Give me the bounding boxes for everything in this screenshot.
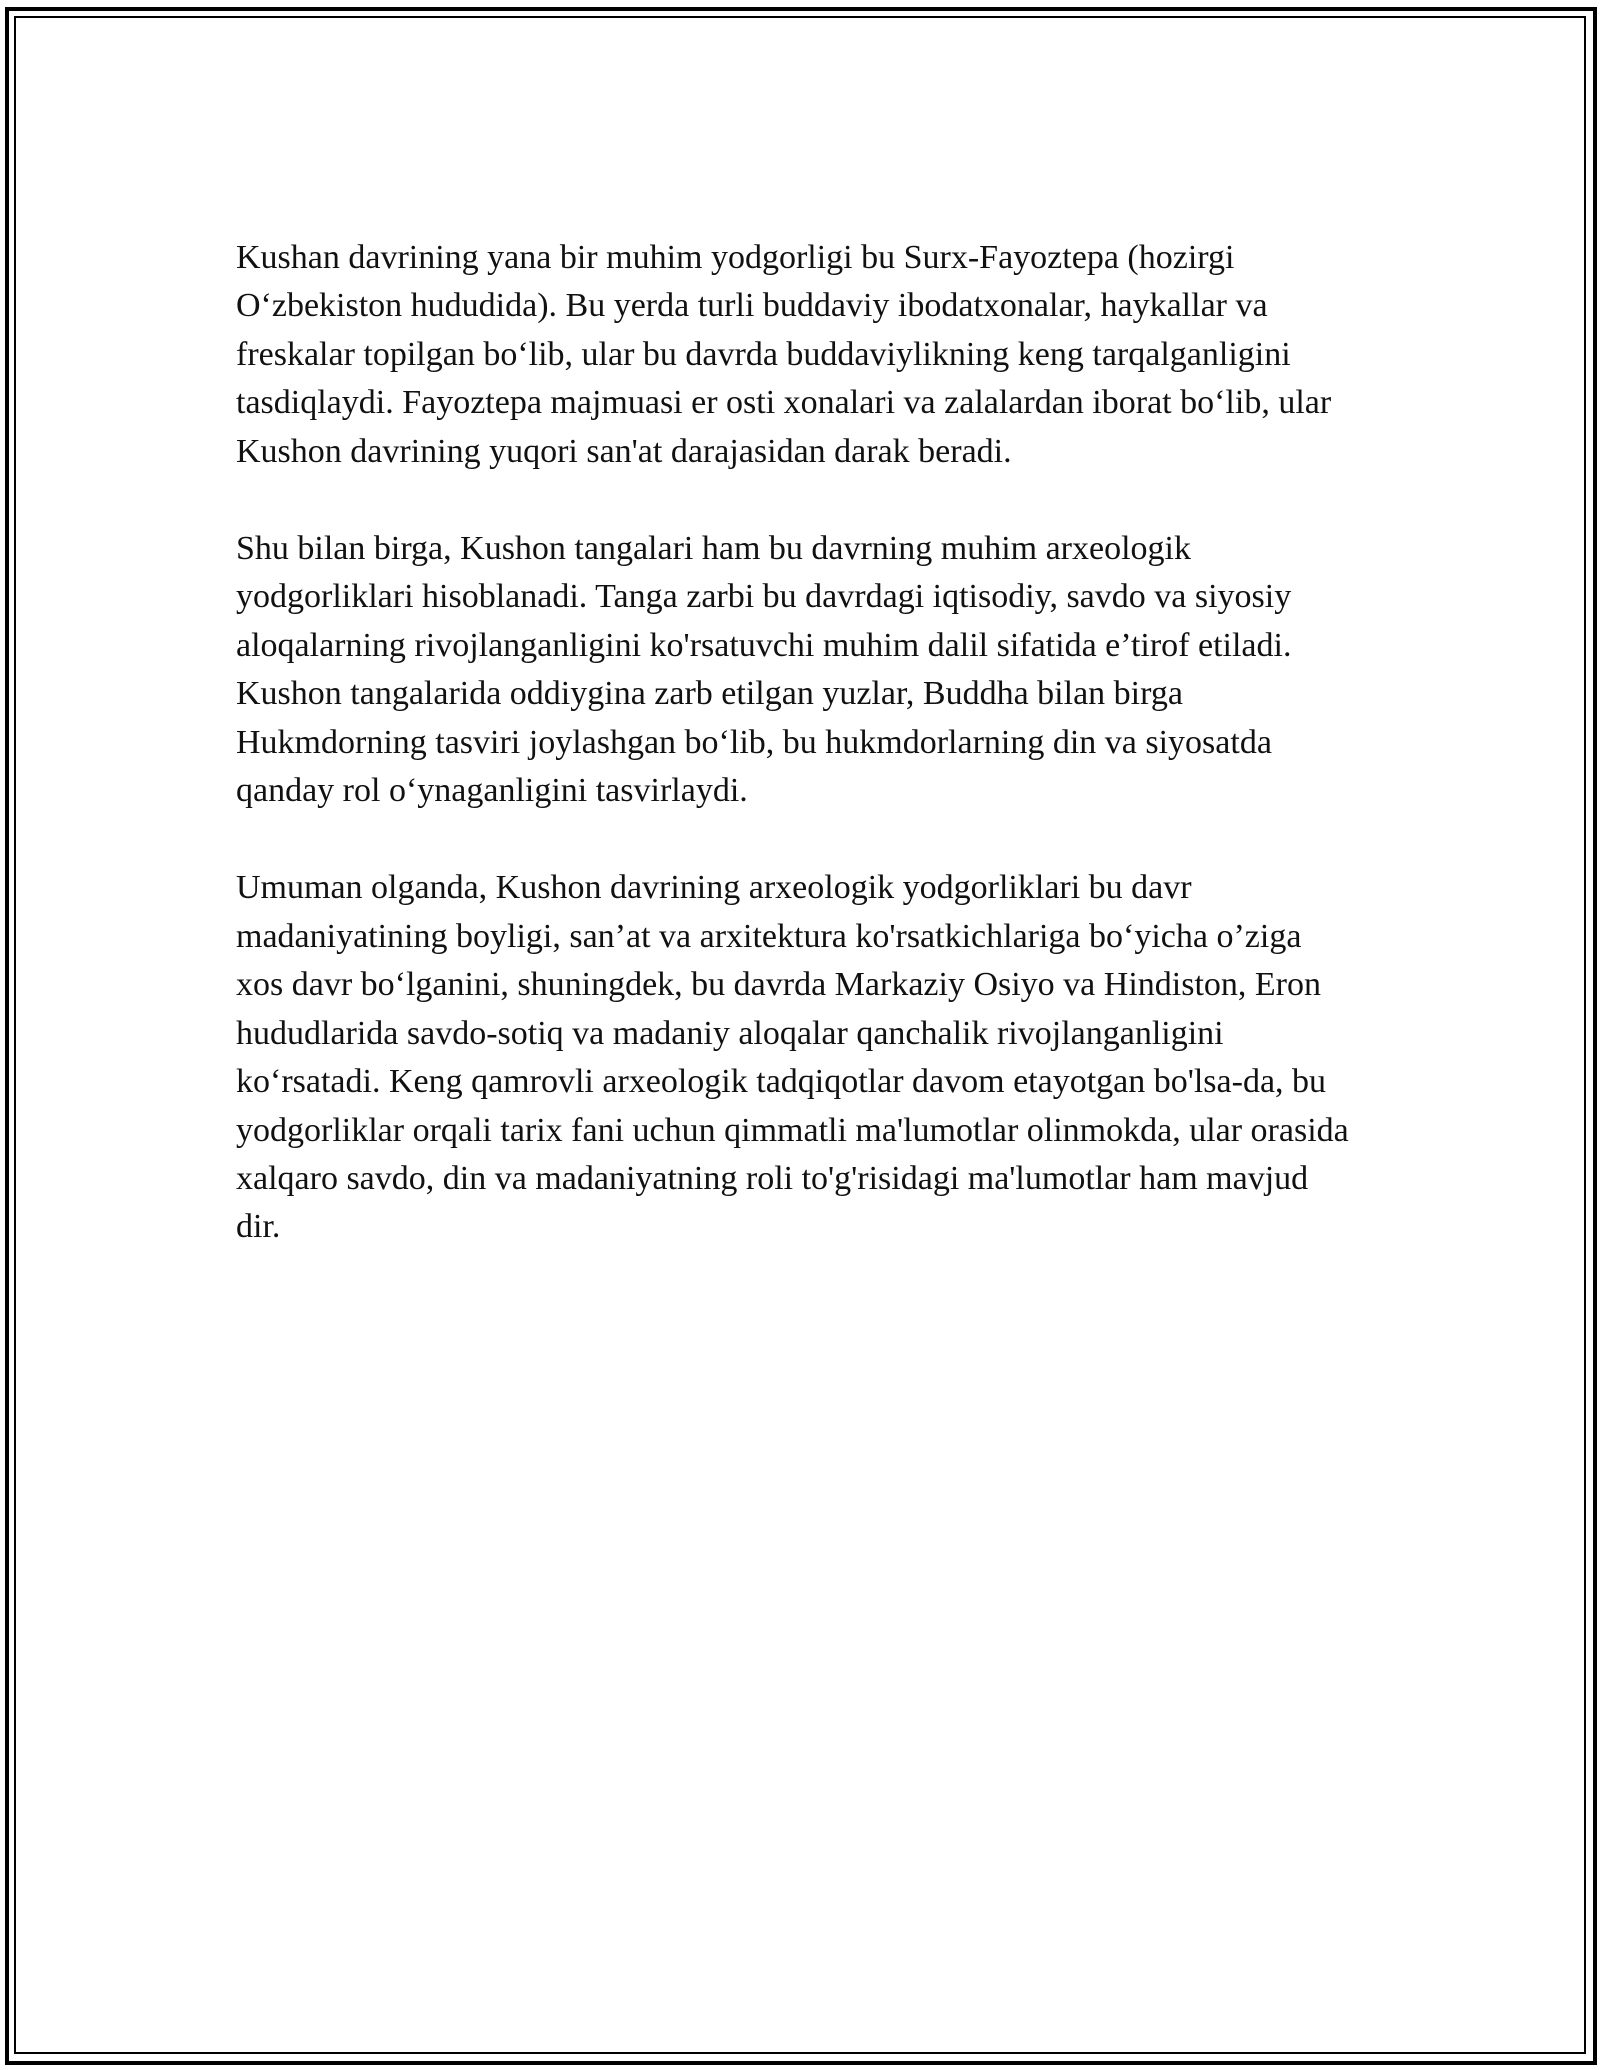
paragraph-kushon-coins: Shu bilan birga, Kushon tangalari ham bu davrning muhim arxeologik yodgorliklari hisoblanadi. Tanga zarbi bu davrdagi iqtisodiy, savdo va siyosiy aloqalarning rivojlanganligini ko'rsatuvchi muhim dalil sifatida e’tirof etiladi. Kushon tangalarida oddiygina zarb etilgan yuzlar, Buddha bilan birga Hukmdorning tasviri joylashgan bo‘lib, bu hukmdorlarning din va siyosatda qanday rol o‘ynaganligini tasvirlaydi. [236,530,1292,810]
paragraph-surx-fayoztepa: Kushan davrining yana bir muhim yodgorligi bu Surx-Fayoztepa (hozirgi O‘zbekiston hududida). Bu yerda turli buddaviy ibodatxonalar, haykallar va freskalar topilgan bo‘lib, ular bu davrda buddaviylikning keng tarqalganligini tasdiqlaydi. Fayoztepa majmuasi er osti xonalari va zalalardan iborat bo‘lib, ular Kushon davrining yuqori san'at darajasidan darak beradi. [236,239,1332,470]
document-body [236,234,1354,1301]
paragraph-summary: Umuman olganda, Kushon davrining arxeologik yodgorliklari bu davr madaniyatining boyligi, san’at va arxitektura ko'rsatkichlariga bo‘yicha o’ziga xos davr bo‘lganini, shuningdek, bu davrda Markaziy Osiyo va Hindiston, Eron hududlarida savdo-sotiq va madaniy aloqalar qanchalik rivojlanganligini ko‘rsatadi. Keng qamrovli arxeologik tadqiqotlar davom etayotgan bo'lsa-da, bu yodgorliklar orqali tarix fani uchun qimmatli ma'lumotlar olinmokda, ular orasida xalqaro savdo, din va madaniyatning roli to'g'risidagi ma'lumotlar ham mavjud dir. [236,869,1349,1246]
